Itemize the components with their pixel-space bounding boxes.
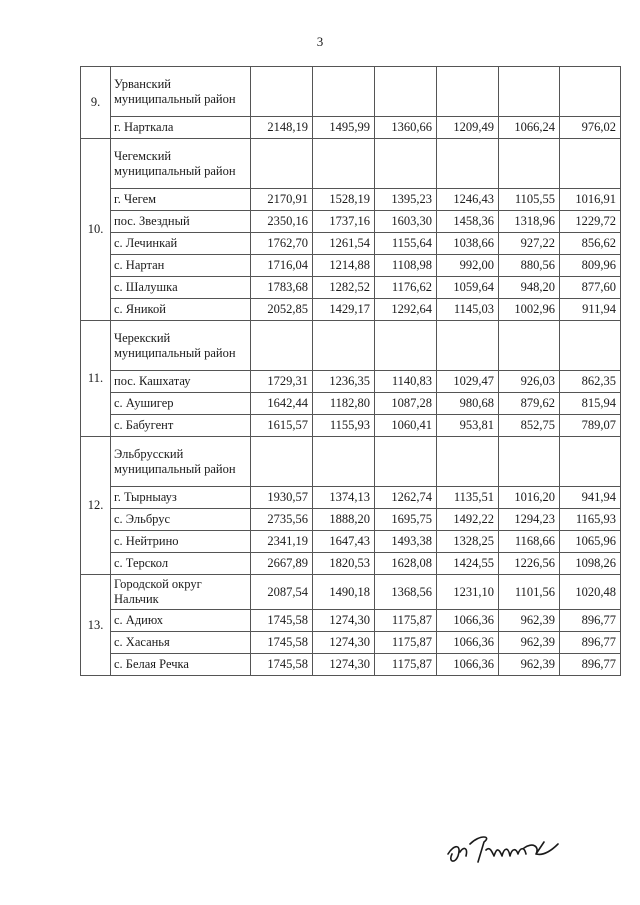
value-cell: 1066,36 [437, 632, 499, 654]
value-cell: 962,39 [499, 654, 560, 676]
table-row [81, 610, 621, 632]
settlement-name: с. Терскол [111, 553, 251, 575]
value-cell: 896,77 [560, 654, 621, 676]
value-cell: 1762,70 [251, 233, 313, 255]
value-cell: 815,94 [560, 393, 621, 415]
value-cell: 1492,22 [437, 509, 499, 531]
settlement-name: пос. Кашхатау [111, 371, 251, 393]
value-cell: 1495,99 [313, 117, 375, 139]
value-cell: 1490,18 [313, 575, 375, 610]
value-cell: 1175,87 [375, 654, 437, 676]
tariff-table [80, 66, 621, 676]
value-cell: 1493,38 [375, 531, 437, 553]
value-cell: 1101,56 [499, 575, 560, 610]
settlement-name: г. Тырныауз [111, 487, 251, 509]
value-cell: 1226,56 [499, 553, 560, 575]
region-name: Черекский муниципальный район [111, 321, 251, 371]
empty-cell [313, 321, 375, 371]
value-cell: 1140,83 [375, 371, 437, 393]
empty-cell [375, 139, 437, 189]
empty-cell [437, 437, 499, 487]
value-cell: 953,81 [437, 415, 499, 437]
value-cell: 1060,41 [375, 415, 437, 437]
value-cell: 2341,19 [251, 531, 313, 553]
empty-cell [437, 321, 499, 371]
value-cell: 1261,54 [313, 233, 375, 255]
signature [440, 822, 570, 872]
value-cell: 1209,49 [437, 117, 499, 139]
value-cell: 1168,66 [499, 531, 560, 553]
row-index: 9. [81, 67, 111, 139]
value-cell: 1165,93 [560, 509, 621, 531]
empty-cell [251, 67, 313, 117]
settlement-name: с. Хасанья [111, 632, 251, 654]
value-cell: 1274,30 [313, 632, 375, 654]
table-row [81, 632, 621, 654]
value-cell: 1087,28 [375, 393, 437, 415]
region-row [81, 139, 621, 189]
value-cell: 962,39 [499, 610, 560, 632]
value-cell: 1745,58 [251, 610, 313, 632]
value-cell: 1175,87 [375, 632, 437, 654]
table-row [81, 233, 621, 255]
empty-cell [251, 437, 313, 487]
value-cell: 2667,89 [251, 553, 313, 575]
value-cell: 911,94 [560, 299, 621, 321]
empty-cell [313, 139, 375, 189]
table-row [81, 487, 621, 509]
value-cell: 1395,23 [375, 189, 437, 211]
region-row [81, 575, 621, 610]
settlement-name: с. Нейтрино [111, 531, 251, 553]
value-cell: 1820,53 [313, 553, 375, 575]
empty-cell [313, 437, 375, 487]
region-name: Чегемский муниципальный район [111, 139, 251, 189]
value-cell: 1155,93 [313, 415, 375, 437]
value-cell: 1695,75 [375, 509, 437, 531]
table-row [81, 277, 621, 299]
value-cell: 1368,56 [375, 575, 437, 610]
value-cell: 1528,19 [313, 189, 375, 211]
value-cell: 1274,30 [313, 610, 375, 632]
value-cell: 962,39 [499, 632, 560, 654]
region-row [81, 437, 621, 487]
table-row [81, 531, 621, 553]
value-cell: 1888,20 [313, 509, 375, 531]
value-cell: 1236,35 [313, 371, 375, 393]
value-cell: 1424,55 [437, 553, 499, 575]
value-cell: 1458,36 [437, 211, 499, 233]
value-cell: 1292,64 [375, 299, 437, 321]
region-row [81, 321, 621, 371]
value-cell: 1246,43 [437, 189, 499, 211]
empty-cell [499, 139, 560, 189]
value-cell: 1374,13 [313, 487, 375, 509]
value-cell: 856,62 [560, 233, 621, 255]
value-cell: 1294,23 [499, 509, 560, 531]
settlement-name: с. Нартан [111, 255, 251, 277]
settlement-name: с. Аушигер [111, 393, 251, 415]
table-row [81, 117, 621, 139]
empty-cell [437, 67, 499, 117]
empty-cell [375, 67, 437, 117]
value-cell: 1783,68 [251, 277, 313, 299]
empty-cell [313, 67, 375, 117]
value-cell: 1020,48 [560, 575, 621, 610]
value-cell: 2148,19 [251, 117, 313, 139]
value-cell: 1603,30 [375, 211, 437, 233]
value-cell: 1155,64 [375, 233, 437, 255]
table-row [81, 393, 621, 415]
value-cell: 880,56 [499, 255, 560, 277]
value-cell: 1002,96 [499, 299, 560, 321]
value-cell: 1029,47 [437, 371, 499, 393]
row-index: 11. [81, 321, 111, 437]
value-cell: 2087,54 [251, 575, 313, 610]
value-cell: 1231,10 [437, 575, 499, 610]
value-cell: 1274,30 [313, 654, 375, 676]
value-cell: 1145,03 [437, 299, 499, 321]
value-cell: 2052,85 [251, 299, 313, 321]
value-cell: 1016,20 [499, 487, 560, 509]
value-cell: 941,94 [560, 487, 621, 509]
value-cell: 1066,36 [437, 610, 499, 632]
row-index: 13. [81, 575, 111, 676]
value-cell: 926,03 [499, 371, 560, 393]
value-cell: 1282,52 [313, 277, 375, 299]
page-number: 3 [316, 34, 324, 49]
table-row [81, 211, 621, 233]
value-cell: 1737,16 [313, 211, 375, 233]
settlement-name: г. Нарткала [111, 117, 251, 139]
value-cell: 1628,08 [375, 553, 437, 575]
value-cell: 1262,74 [375, 487, 437, 509]
value-cell: 980,68 [437, 393, 499, 415]
empty-cell [560, 437, 621, 487]
value-cell: 927,22 [499, 233, 560, 255]
table-row [81, 654, 621, 676]
value-cell: 1429,17 [313, 299, 375, 321]
row-index: 12. [81, 437, 111, 575]
table-row [81, 255, 621, 277]
value-cell: 877,60 [560, 277, 621, 299]
settlement-name: с. Шалушка [111, 277, 251, 299]
value-cell: 862,35 [560, 371, 621, 393]
value-cell: 1105,55 [499, 189, 560, 211]
value-cell: 1229,72 [560, 211, 621, 233]
empty-cell [375, 321, 437, 371]
empty-cell [375, 437, 437, 487]
value-cell: 1318,96 [499, 211, 560, 233]
settlement-name: с. Яникой [111, 299, 251, 321]
value-cell: 1059,64 [437, 277, 499, 299]
settlement-name: г. Чегем [111, 189, 251, 211]
value-cell: 2170,91 [251, 189, 313, 211]
settlement-name: с. Белая Речка [111, 654, 251, 676]
value-cell: 879,62 [499, 393, 560, 415]
empty-cell [499, 321, 560, 371]
table-row [81, 189, 621, 211]
empty-cell [251, 321, 313, 371]
value-cell: 1745,58 [251, 654, 313, 676]
value-cell: 976,02 [560, 117, 621, 139]
value-cell: 1328,25 [437, 531, 499, 553]
value-cell: 1016,91 [560, 189, 621, 211]
empty-cell [437, 139, 499, 189]
value-cell: 1108,98 [375, 255, 437, 277]
settlement-name: с. Адиюх [111, 610, 251, 632]
value-cell: 2350,16 [251, 211, 313, 233]
value-cell: 1716,04 [251, 255, 313, 277]
empty-cell [251, 139, 313, 189]
empty-cell [499, 437, 560, 487]
value-cell: 1615,57 [251, 415, 313, 437]
empty-cell [560, 67, 621, 117]
table-row [81, 509, 621, 531]
value-cell: 1360,66 [375, 117, 437, 139]
empty-cell [499, 67, 560, 117]
region-name: Эльбрусский муниципальный район [111, 437, 251, 487]
settlement-name: с. Бабугент [111, 415, 251, 437]
empty-cell [560, 321, 621, 371]
value-cell: 1098,26 [560, 553, 621, 575]
value-cell: 1066,36 [437, 654, 499, 676]
table-row [81, 553, 621, 575]
region-row [81, 67, 621, 117]
value-cell: 1642,44 [251, 393, 313, 415]
settlement-name: с. Эльбрус [111, 509, 251, 531]
value-cell: 1175,87 [375, 610, 437, 632]
value-cell: 809,96 [560, 255, 621, 277]
value-cell: 948,20 [499, 277, 560, 299]
value-cell: 1930,57 [251, 487, 313, 509]
value-cell: 1038,66 [437, 233, 499, 255]
value-cell: 2735,56 [251, 509, 313, 531]
value-cell: 1135,51 [437, 487, 499, 509]
row-index: 10. [81, 139, 111, 321]
table-row [81, 299, 621, 321]
value-cell: 1745,58 [251, 632, 313, 654]
value-cell: 1065,96 [560, 531, 621, 553]
value-cell: 896,77 [560, 632, 621, 654]
table-row [81, 371, 621, 393]
value-cell: 1647,43 [313, 531, 375, 553]
value-cell: 789,07 [560, 415, 621, 437]
empty-cell [560, 139, 621, 189]
value-cell: 1729,31 [251, 371, 313, 393]
settlement-name: с. Лечинкай [111, 233, 251, 255]
region-name: Городской округ Нальчик [111, 575, 251, 610]
value-cell: 896,77 [560, 610, 621, 632]
value-cell: 1214,88 [313, 255, 375, 277]
value-cell: 1066,24 [499, 117, 560, 139]
value-cell: 1176,62 [375, 277, 437, 299]
settlement-name: пос. Звездный [111, 211, 251, 233]
value-cell: 992,00 [437, 255, 499, 277]
value-cell: 1182,80 [313, 393, 375, 415]
table-row [81, 415, 621, 437]
region-name: Урванский муниципальный район [111, 67, 251, 117]
value-cell: 852,75 [499, 415, 560, 437]
